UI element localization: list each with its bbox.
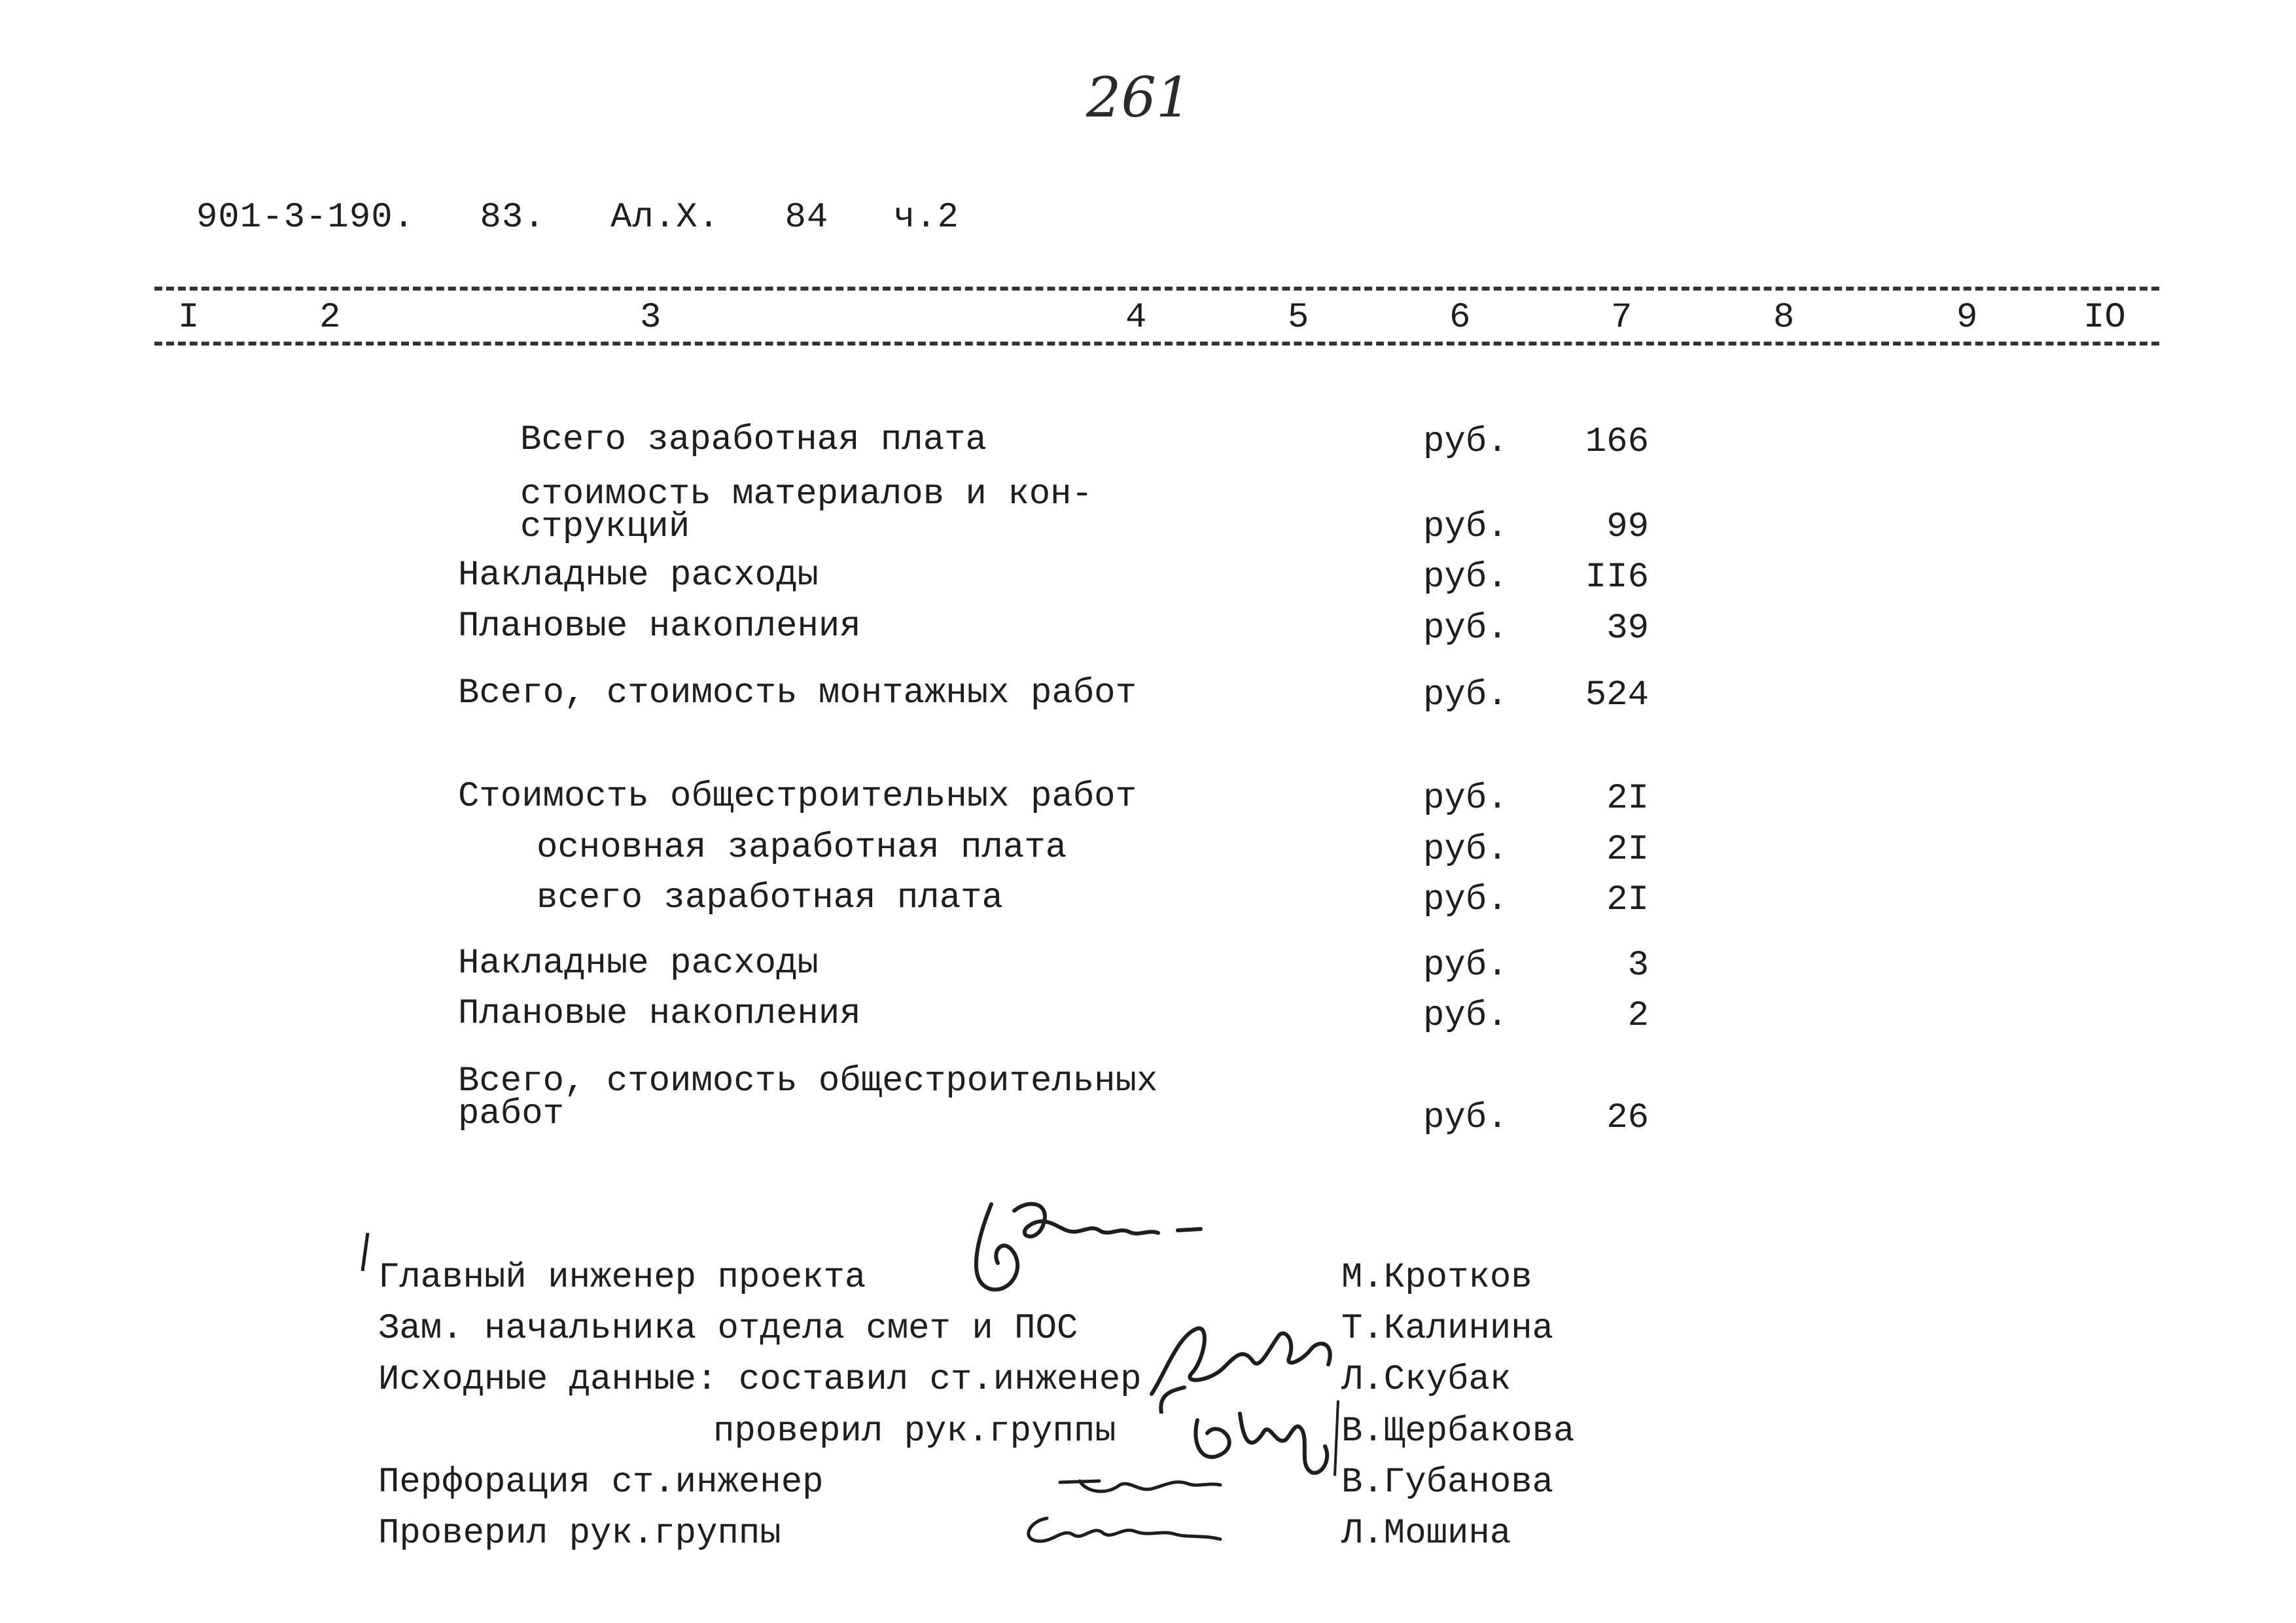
row-value: II6 xyxy=(1585,558,1649,597)
column-number: 8 xyxy=(1773,298,1795,338)
row-value: 2 xyxy=(1627,996,1649,1036)
row-value: 2I xyxy=(1606,830,1649,870)
row-unit: руб. xyxy=(1423,422,1508,462)
document-code xyxy=(196,198,1002,238)
row-label-continued: работ xyxy=(458,1094,565,1134)
row-value: 99 xyxy=(1606,507,1649,547)
row-value: 3 xyxy=(1627,946,1649,986)
doc-album: Ал.Х. xyxy=(610,198,720,238)
header-top-rule xyxy=(154,287,2159,291)
doc-year: 83. xyxy=(480,198,546,238)
row-unit: руб. xyxy=(1423,507,1508,547)
handwritten-signature xyxy=(1047,1463,1230,1508)
handwritten-signature xyxy=(1008,1505,1230,1558)
row-value: 2I xyxy=(1606,779,1649,819)
row-unit: руб. xyxy=(1423,946,1508,986)
signatory-title: Перфорация ст.инженер xyxy=(378,1463,824,1503)
doc-number: 84 xyxy=(785,198,829,238)
signatory-title: Главный инженер проекта xyxy=(378,1258,866,1298)
page-number: 261 xyxy=(1086,65,1192,130)
row-label: Всего, стоимость общестроительных xyxy=(458,1061,1158,1101)
signatory-name: М.Кротков xyxy=(1341,1258,1532,1298)
doc-part: ч.2 xyxy=(893,198,959,238)
signatory-title: Исходные данные: составил ст.инженер xyxy=(378,1360,1142,1400)
row-unit: руб. xyxy=(1423,779,1508,819)
column-number: 7 xyxy=(1611,298,1633,338)
signatory-name: Т.Калинина xyxy=(1341,1309,1554,1349)
signatory-name: Л.Мошина xyxy=(1341,1514,1511,1554)
column-number: 3 xyxy=(640,298,662,338)
row-unit: руб. xyxy=(1423,558,1508,597)
row-label: всего заработная плата xyxy=(537,878,1003,918)
row-label: Накладные расходы xyxy=(458,556,819,596)
column-number: 6 xyxy=(1449,298,1471,338)
doc-series: 901-3-190. xyxy=(196,198,415,238)
signatory-name: Л.Скубак xyxy=(1341,1360,1511,1400)
row-label: Накладные расходы xyxy=(458,944,819,984)
signatory-title: Зам. начальника отдела смет и ПОС xyxy=(378,1309,1078,1349)
row-unit: руб. xyxy=(1423,830,1508,870)
row-label: стоимость материалов и кон- xyxy=(520,474,1093,514)
column-number: 4 xyxy=(1125,298,1147,338)
row-label-continued: струкций xyxy=(520,507,690,547)
row-unit: руб. xyxy=(1423,609,1508,649)
row-label: Стоимость общестроительных работ xyxy=(458,777,1137,817)
column-number: 2 xyxy=(319,298,341,338)
header-bottom-rule xyxy=(154,342,2159,346)
row-label: Всего, стоимость монтажных работ xyxy=(458,673,1137,713)
row-value: 2I xyxy=(1606,880,1649,920)
row-value: 166 xyxy=(1585,422,1649,462)
row-value: 524 xyxy=(1585,675,1649,715)
row-label: основная заработная плата xyxy=(537,828,1067,868)
row-unit: руб. xyxy=(1423,1098,1508,1138)
column-number: 5 xyxy=(1288,298,1309,338)
row-value: 26 xyxy=(1606,1098,1649,1138)
column-number: I xyxy=(178,298,200,338)
column-number: IO xyxy=(2083,298,2126,338)
row-unit: руб. xyxy=(1423,880,1508,920)
column-number: 9 xyxy=(1956,298,1978,338)
row-label: Плановые накопления xyxy=(458,607,861,647)
signatory-title: Проверил рук.группы xyxy=(378,1514,781,1554)
handwritten-signature xyxy=(952,1191,1227,1309)
signatory-title: проверил рук.группы xyxy=(713,1412,1116,1452)
signatory-name: В.Щербакова xyxy=(1341,1412,1575,1452)
row-label: Плановые накопления xyxy=(458,994,861,1034)
signatory-name: В.Губанова xyxy=(1341,1463,1554,1503)
row-label: Всего заработная плата xyxy=(520,420,987,460)
margin-tick-mark xyxy=(359,1230,372,1276)
row-unit: руб. xyxy=(1423,996,1508,1036)
row-unit: руб. xyxy=(1423,675,1508,715)
row-value: 39 xyxy=(1606,609,1649,649)
